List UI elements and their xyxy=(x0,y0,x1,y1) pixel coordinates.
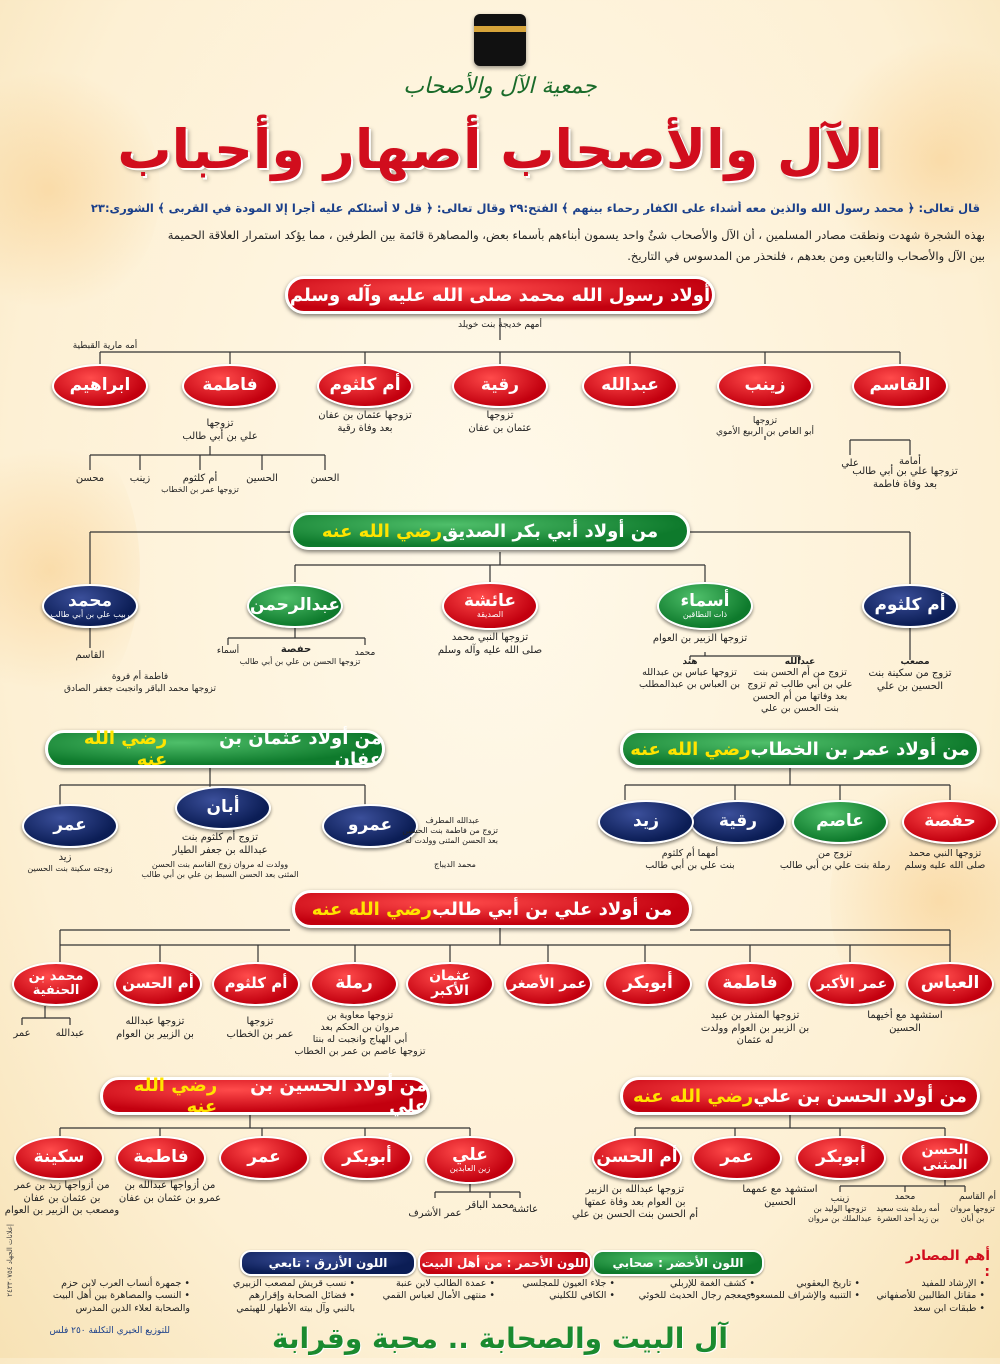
source-item: والصحابة لعلاء الدين المدرس xyxy=(75,1302,190,1314)
source-item: • تاريخ اليعقوبي xyxy=(796,1278,860,1289)
sec1-mother-maria: أمه مارية القبطية xyxy=(72,341,138,351)
source-item: • مقاتل الطالبين للأصفهاني xyxy=(876,1290,985,1302)
ab-qasim-child: فاطمة أم فروة xyxy=(111,672,169,682)
node-ruqayya[interactable]: رقية xyxy=(452,364,548,408)
sec6-title: من أولاد الحسن بن علي xyxy=(753,1085,967,1107)
node-hasan-umar[interactable]: عمر xyxy=(692,1136,782,1180)
source-item: • جمهرة أنساب العرب لابن حزم xyxy=(61,1278,190,1289)
husayn-ali-child-2: محمد الباقر xyxy=(465,1200,515,1211)
sources-col1 xyxy=(855,1278,985,1315)
zaynab-child-ali: علي xyxy=(841,458,859,469)
source-item: • منتهى الأمال لعباس القمي xyxy=(382,1290,495,1302)
sources-col4 xyxy=(500,1278,615,1303)
node-ali-ramla[interactable]: رملة xyxy=(310,962,398,1006)
node-ab-umm-kulthum[interactable]: أم كلثوم xyxy=(862,584,958,628)
quran-verses: قال تعالى: ﴿ محمد رسول الله والذين معه أشداء على الكفار رحماء بينهم ﴾ الفتح:٢٩ وقال تعالى: ﴿ قل لا أسئلكم عليه أجرا إلا المودة في القربى ﴾ الشورى:٢٣ xyxy=(90,201,980,215)
sources-title: أهم المصادر : xyxy=(905,1248,990,1280)
ab-muhammad-sub: ربيب علي بن أبي طالب xyxy=(50,609,130,619)
node-umar-zayd[interactable]: زيد xyxy=(598,800,694,844)
fatima-child-muhsin: محسن xyxy=(75,473,105,484)
umama-note: تزوجها علي بن أبي طالب بعد وفاة فاطمة xyxy=(852,466,958,490)
sec3-title: من أولاد عمر بن الخطاب xyxy=(750,738,970,760)
ruqayya-note: تزوجها عثمان بن عفان xyxy=(468,410,532,434)
ab-uk-child-note: تزوج من سكينة بنت الحسين بن علي xyxy=(868,668,952,692)
intro-line-1: بهذه الشجرة شهدت ونطقت مصادر المسلمين ، أن الآل والأصحاب شئٌ واحد يسمون أبناءهم بأسماء بعض، والمصاهرة قائمة بين الطرفين ، مما يؤكد استمرار العلاقة الحميمة xyxy=(167,228,985,242)
node-ibrahim[interactable]: ابراهيم xyxy=(52,364,148,408)
sources-col6 xyxy=(195,1278,355,1315)
ali-uk-note: تزوجها عمر بن الخطاب xyxy=(226,1016,294,1040)
node-ali-umm-kulthum[interactable]: أم كلثوم xyxy=(212,962,300,1006)
fatima-child-hasan: الحسن xyxy=(310,473,340,484)
ab-abd-child-hafsa: حفصة xyxy=(280,644,312,655)
sec7-title-highlight: رضي الله عنه xyxy=(133,1075,218,1117)
node-hasan-muthanna[interactable]: الحسن المثنى xyxy=(900,1136,990,1180)
node-ali-umar-asghar[interactable]: عمر الأصغر xyxy=(504,962,592,1006)
ab-asma-sub: ذات النطاقين xyxy=(682,609,728,619)
kaaba-logo xyxy=(474,14,526,66)
ab-asma-name: أسماء xyxy=(680,590,730,611)
ab-hafsa-note: تزوجها الحسن بن علي بن أبي طالب xyxy=(239,657,361,666)
sec5-banner xyxy=(292,890,692,928)
uthman-amr-note-2: تزوج من فاطمة بنت الحسين بعد الحسن المثنى وولدت له xyxy=(402,826,498,845)
node-husayn-ali[interactable] xyxy=(425,1136,515,1184)
node-husayn-sakina[interactable]: سكينة xyxy=(14,1136,104,1180)
sec7-title: من أولاد الحسين بن علي xyxy=(250,1075,427,1117)
sec3-title-highlight: رضي الله عنه xyxy=(630,738,751,760)
hasan-umm-hasan-note: تزوجها عبدالله بن الزبير بن العوام بعد وفاة عمتها أم الحسن بنت الحسن بن علي xyxy=(571,1184,699,1220)
ab-abd-child-muhammad: محمد xyxy=(354,648,376,658)
sec2-title-highlight: رضي الله عنه xyxy=(321,520,443,542)
sec2-banner xyxy=(290,512,690,550)
umar-asim-note: تزوج من رملة بنت علي بن أبي طالب xyxy=(779,848,891,871)
node-husayn-fatima[interactable]: فاطمة xyxy=(116,1136,206,1180)
node-ali-umar-akbar[interactable]: عمر الأكبر xyxy=(808,962,896,1006)
ab-asma-child-1-note: تزوج من أم الحسن بنت علي بن أبي طالب ثم تزوج بعد وفاتها من أم الحسن بنت الحسن بن علي xyxy=(747,667,853,714)
node-uthman-umar[interactable]: عمر xyxy=(22,804,118,848)
node-umar-hafsa[interactable]: حفصة xyxy=(902,800,998,844)
node-uthman-amr[interactable]: عمرو xyxy=(322,804,418,848)
uthman-umar-child: زيد xyxy=(58,852,72,863)
source-item: • كشف الغمة للإربلي xyxy=(669,1278,755,1289)
zaynab-note: تزوجها أبو العاص بن الربيع الأموي xyxy=(715,416,815,438)
ali-hanafiya-child-1: عبدالله xyxy=(55,1028,85,1039)
hasan-muthanna-child-2: محمد xyxy=(894,1192,916,1202)
hasan-umar-note: استشهد مع عمهما الحسين xyxy=(742,1184,818,1208)
ali-ramla-note: تزوجها معاوية بن مروان بن الحكم بعد أبي الهياج وانجبت له بنتا تزوجها عاصم بن عمر بن الخطاب xyxy=(294,1010,426,1057)
source-item: • فضائل الصحابة وإقرارهم xyxy=(248,1290,355,1302)
umm-kulthum-note: تزوجها عثمان بن عفان بعد وفاة رقية xyxy=(318,410,412,434)
husayn-ali-name: علي xyxy=(452,1144,488,1165)
source-item: • عمدة الطالب لابن عنبة xyxy=(395,1278,495,1289)
node-ali-ibn-hanafiya[interactable]: محمد بن الحنفية xyxy=(12,962,100,1006)
ali-fatima-note: تزوجها المنذر بن عبيد بن الزبير بن العوام وولدت له عثمان xyxy=(700,1010,810,1046)
node-ali-abubakr[interactable]: أبوبكر xyxy=(604,962,692,1006)
source-item: بالنبي وآل بيته الأطهار للهيثمي xyxy=(236,1302,355,1314)
sources-col7 xyxy=(30,1278,190,1315)
ab-muhammad-name: محمد xyxy=(68,590,112,611)
sec6-title-highlight: رضي الله عنه xyxy=(633,1085,754,1107)
zaynab-child-umama: أمامة xyxy=(899,456,921,467)
source-item: • معجم رجال الحديث للخوئي xyxy=(638,1290,755,1302)
fatima-note: تزوجها علي بن أبي طالب xyxy=(182,418,258,442)
sec5-title: من أولاد علي بن أبي طالب xyxy=(432,898,673,920)
uthman-amr-note-1: عبدالله المطرف xyxy=(425,816,480,825)
sec5-title-highlight: رضي الله عنه xyxy=(311,898,433,920)
ab-asma-child-1: عبدالله xyxy=(784,657,816,667)
umm-kulthum-grand-note: تزوجها عمر بن الخطاب xyxy=(161,485,239,494)
hasan-umm-qasim-note: تزوجها مروان بن أبان xyxy=(950,1204,995,1223)
main-title: الآل والأصحاب أصهار وأحباب xyxy=(117,118,883,181)
source-item: • جلاء العيون للمجلسي xyxy=(522,1278,615,1289)
sec1-mother-khadija: أمهم خديجة بنت خويلد xyxy=(458,320,542,330)
husayn-ali-sub: زين العابدين xyxy=(449,1163,491,1173)
ali-hanafiya-child-2: عمر xyxy=(13,1028,31,1039)
node-ali-uthman-akbar[interactable]: عثمان الأكبر xyxy=(406,962,494,1006)
sources-col3 xyxy=(620,1278,755,1303)
ab-qasim-child-note: تزوجها محمد الباقر وانجبت جعفر الصادق xyxy=(63,684,217,694)
node-abdullah[interactable]: عبدالله xyxy=(582,364,678,408)
sources-col5 xyxy=(360,1278,495,1303)
husayn-ali-child-3: عمر الأشرف xyxy=(408,1208,462,1219)
sec4-banner xyxy=(45,730,385,768)
sec1-banner: أولاد رسول الله محمد صلى الله عليه وآله وسلم xyxy=(285,276,715,314)
fatima-child-umm-kulthum: أم كلثوم xyxy=(182,473,218,484)
legend-green: اللون الأخضر : صحابي xyxy=(592,1250,764,1276)
hasan-muthanna-child-3: زينب xyxy=(830,1194,850,1204)
ali-abbas-note: استشهد مع أخيهما الحسين xyxy=(867,1010,943,1034)
node-fatima[interactable]: فاطمة xyxy=(182,364,278,408)
source-item: • الإرشاد للمفيد xyxy=(921,1278,985,1289)
node-umm-kulthum[interactable]: أم كلثوم xyxy=(317,364,413,408)
ab-aisha-sub: الصديقة xyxy=(476,609,504,619)
uthman-umar-child-note: زوجته سكينة بنت الحسين xyxy=(27,864,113,873)
intro-line-2: بين الآل والأصحاب والتابعين ومن بعدهم ، فلنحذر من المدسوس في التاريخ. xyxy=(627,249,985,263)
uthman-aban-note-2: وولدت له مروان زوج القاسم بنت الحسن المثنى بعد الحسن السبط بن علي بن أبي طالب xyxy=(141,860,299,879)
node-hasan-abubakr[interactable]: أبوبكر xyxy=(796,1136,886,1180)
ab-aisha-note: تزوجها النبي محمد صلى الله عليه وآله وسلم xyxy=(437,632,543,656)
fatima-child-husayn: الحسين xyxy=(246,473,278,484)
price-note: للتوزيع الخيري التكلفة ٢٥٠ فلس xyxy=(49,1326,170,1336)
ab-asma-child-2-note: تزوجها عباس بن عبدالله بن العباس بن عبدالمطلب xyxy=(638,667,741,690)
ali-umm-hasan-note: تزوجها عبدالله بن الزبير بن العوام xyxy=(116,1016,194,1040)
node-ab-aisha[interactable] xyxy=(442,582,538,630)
node-ali-umm-hasan[interactable]: أم الحسن xyxy=(114,962,202,1006)
sources-col2 xyxy=(743,1278,860,1303)
sec4-title-highlight: رضي الله عنه xyxy=(83,728,168,770)
source-item: • نسب قريش لمصعب الزبيري xyxy=(232,1278,355,1289)
node-husayn-abubakr[interactable]: أبوبكر xyxy=(322,1136,412,1180)
sec2-title: من أولاد أبي بكر الصديق xyxy=(442,520,659,542)
legend-red: اللون الأحمر : من أهل البيت xyxy=(418,1250,592,1276)
node-zaynab[interactable]: زينب xyxy=(717,364,813,408)
sec6-banner xyxy=(620,1077,980,1115)
husayn-sakina-note: من أزواجها زيد بن عمر بن عثمان بن عفان ومصعب بن الزبير بن العوام xyxy=(4,1180,120,1216)
sec3-banner xyxy=(620,730,980,768)
org-name: جمعية الآل والأصحاب xyxy=(403,74,597,99)
hasan-zaynab-note: تزوجها الوليد بن عبدالملك بن مروان xyxy=(807,1204,873,1223)
husayn-fatima-note: من أزواجها عبدالله بن عمرو بن عثمان بن عفان xyxy=(118,1180,222,1204)
ab-aisha-name: عائشة xyxy=(464,590,516,611)
footer-slogan: آل البيت والصحابة .. محبة وقرابة xyxy=(272,1322,728,1355)
sec4-title: من أولاد عثمان بن عفان xyxy=(219,728,382,770)
node-ab-abdulrahman[interactable]: عبدالرحمن xyxy=(247,584,343,628)
ab-muh-child-qasim: القاسم xyxy=(75,650,105,661)
uthman-amr-note-3: محمد الديباج xyxy=(434,860,476,869)
ab-asma-note: تزوجها الزبير بن العوام xyxy=(652,633,748,644)
legend-blue: اللون الأزرق : تابعي xyxy=(240,1250,416,1276)
husayn-ali-child-1: عائشة xyxy=(511,1204,539,1215)
node-umar-asim[interactable]: عاصم xyxy=(792,800,888,844)
node-uthman-aban[interactable]: أبان xyxy=(175,786,271,830)
umar-hafsa-note: تزوجها النبي محمد صلى الله عليه وسلم xyxy=(904,848,986,871)
node-ab-asma[interactable] xyxy=(657,582,753,630)
node-qasim[interactable]: القاسم xyxy=(852,364,948,408)
hasan-muthanna-child-1: أم القاسم xyxy=(958,1192,996,1202)
node-ali-fatima[interactable]: فاطمة xyxy=(706,962,794,1006)
node-ab-muhammad[interactable] xyxy=(42,584,138,628)
node-hasan-umm-hasan[interactable]: أم الحسن xyxy=(592,1136,682,1180)
node-ali-abbas[interactable]: العباس xyxy=(906,962,994,1006)
fatima-child-zaynab: زينب xyxy=(129,473,151,484)
node-umar-ruqayya[interactable]: رقية xyxy=(690,800,786,844)
ab-uk-child: مصعب xyxy=(900,657,930,667)
sec7-banner xyxy=(100,1077,430,1115)
umar-ruqayya-zayd-note: أمهما أم كلثوم بنت علي بن أبي طالب xyxy=(645,848,735,871)
uthman-aban-note: تزوج أم كلثوم بنت عبدالله بن جعفر الطيار xyxy=(172,832,268,856)
side-text: إعلانات الجهاد ٢٤٣٣٠٧٥٤ xyxy=(6,1224,14,1297)
ab-asma-child-2: هند xyxy=(682,657,698,667)
hasan-muhammad-note: أمه رملة بنت سعيد بن زيد أحد العشرة xyxy=(876,1204,940,1223)
source-item: • طبقات ابن سعد xyxy=(913,1302,985,1314)
source-item: • النسب والمصاهرة بين أهل البيت xyxy=(52,1290,190,1302)
source-item: • التنبيه والإشراف للمسعودي xyxy=(743,1290,860,1302)
ab-abd-child-asma: أسماء xyxy=(216,646,240,656)
source-item: • الكافي للكليني xyxy=(549,1290,615,1302)
node-husayn-umar[interactable]: عمر xyxy=(219,1136,309,1180)
